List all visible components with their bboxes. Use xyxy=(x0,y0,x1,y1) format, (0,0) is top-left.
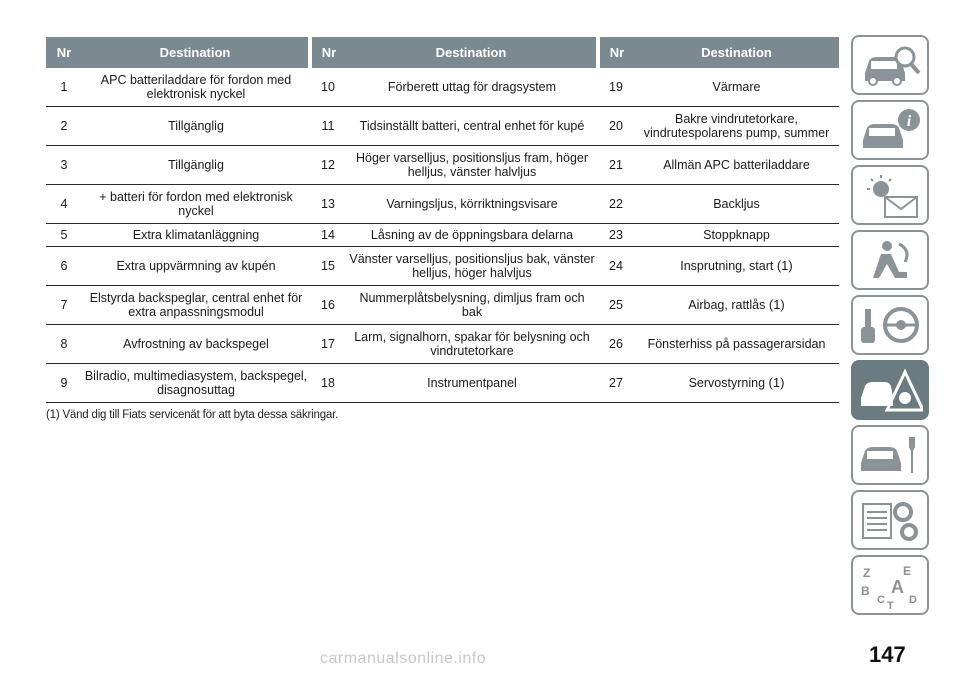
fuse-destination xyxy=(634,185,839,224)
fuse-destination: Elstyrda backspeglar, central enhet för extra anpassningsmodul xyxy=(82,286,310,325)
fuse-number: 11 xyxy=(310,107,346,146)
fuse-number: 10 xyxy=(310,68,346,107)
table-row xyxy=(46,146,839,185)
fuse-number: 24 xyxy=(598,247,634,286)
seat-airbag-icon xyxy=(859,238,923,284)
tab-alphabetical-index[interactable] xyxy=(851,555,929,615)
fuse-destination-text: Servostyrning xyxy=(688,376,766,390)
fuse-destination-text: Insprutning, start xyxy=(680,259,774,273)
fuse-number: 2 xyxy=(46,107,82,146)
fuse-number: 16 xyxy=(310,286,346,325)
header-destination-2: Destination xyxy=(346,37,598,68)
page-number: 147 xyxy=(869,642,906,667)
tab-car-info[interactable] xyxy=(851,100,929,160)
table-row xyxy=(46,286,839,325)
header-nr-2: Nr xyxy=(310,37,346,68)
fuse-number: 3 xyxy=(46,146,82,185)
table-row xyxy=(46,325,839,364)
fuse-number: 12 xyxy=(310,146,346,185)
fuse-destination: Bilradio, multimediasystem, backspegel, disagnosuttag xyxy=(82,364,310,403)
svg-text:T: T xyxy=(887,600,894,609)
chapter-sidebar xyxy=(851,35,931,620)
fuse-destination xyxy=(634,224,839,247)
fuse-destination xyxy=(634,286,839,325)
table-row xyxy=(46,185,839,224)
fuse-destination-text: Airbag, rattlås xyxy=(688,298,766,312)
table-row xyxy=(46,364,839,403)
fuse-destination: Instrumentpanel xyxy=(346,364,598,403)
fuse-destination: + batteri för fordon med elektronisk nyckel xyxy=(82,185,310,224)
fuse-destination xyxy=(634,364,839,403)
table-header-row xyxy=(46,37,839,68)
alphabetical-index-icon xyxy=(859,563,923,609)
svg-text:D: D xyxy=(909,594,917,606)
tab-technical-data[interactable] xyxy=(851,490,929,550)
fuse-destination-text: Stoppknapp xyxy=(703,228,770,242)
header-nr-3: Nr xyxy=(598,37,634,68)
fuse-number: 14 xyxy=(310,224,346,247)
fuse-destination-text: Backljus xyxy=(713,197,760,211)
header-destination-1: Destination xyxy=(82,37,310,68)
fuse-number: 20 xyxy=(598,107,634,146)
footnote-marker: (1) xyxy=(776,258,793,273)
table-row xyxy=(46,107,839,146)
svg-text:C: C xyxy=(877,594,885,606)
fuse-number: 17 xyxy=(310,325,346,364)
fuse-number: 4 xyxy=(46,185,82,224)
table-row xyxy=(46,224,839,247)
technical-data-gears-icon xyxy=(859,498,923,544)
fuse-number: 9 xyxy=(46,364,82,403)
fuse-destination: Extra uppvärmning av kupén xyxy=(82,247,310,286)
table-row xyxy=(46,247,839,286)
key-steering-wheel-icon xyxy=(859,303,923,349)
svg-text:A: A xyxy=(891,577,904,597)
svg-text:B: B xyxy=(861,584,870,598)
fuse-destination-text: Allmän APC batteriladdare xyxy=(663,158,810,172)
fuse-destination: Vänster varselljus, positionsljus bak, vänster helljus, höger halvljus xyxy=(346,247,598,286)
fuse-destination: Tillgänglig xyxy=(82,107,310,146)
fuse-destination-text: Värmare xyxy=(712,80,761,94)
fuse-number: 13 xyxy=(310,185,346,224)
watermark: carmanualsonline.info xyxy=(320,650,487,667)
table-row xyxy=(46,68,839,107)
fuse-number: 18 xyxy=(310,364,346,403)
header-nr-1: Nr xyxy=(46,37,82,68)
fuse-destination xyxy=(634,107,839,146)
fuse-number: 7 xyxy=(46,286,82,325)
tab-warning-lights[interactable] xyxy=(851,165,929,225)
tab-service[interactable] xyxy=(851,425,929,485)
fuse-destination: Nummerplåtsbelysning, dimljus fram och bak xyxy=(346,286,598,325)
fuse-number: 8 xyxy=(46,325,82,364)
fuse-number: 27 xyxy=(598,364,634,403)
fuse-number: 22 xyxy=(598,185,634,224)
fuse-number: 5 xyxy=(46,224,82,247)
fuse-destination: Avfrostning av backspegel xyxy=(82,325,310,364)
footnote: (1) Vänd dig till Fiats servicenät för att byta dessa säkringar. xyxy=(46,409,339,421)
fuse-table-container xyxy=(46,37,839,403)
fuse-destination xyxy=(634,68,839,107)
tab-key-steering[interactable] xyxy=(851,295,929,355)
fuse-number: 21 xyxy=(598,146,634,185)
car-info-icon xyxy=(859,108,923,154)
header-destination-3: Destination xyxy=(634,37,839,68)
fuse-destination: Varningsljus, körriktningsvisare xyxy=(346,185,598,224)
fuse-destination: Låsning av de öppningsbara delarna xyxy=(346,224,598,247)
fuse-number: 15 xyxy=(310,247,346,286)
fuse-destination xyxy=(634,146,839,185)
fuse-destination: Larm, signalhorn, spakar för belysning och vindrutetorkare xyxy=(346,325,598,364)
tab-seat-airbag[interactable] xyxy=(851,230,929,290)
car-crash-warning-icon xyxy=(859,368,923,414)
fuse-table xyxy=(46,37,839,403)
footnote-marker: (1) xyxy=(768,297,785,312)
car-search-icon xyxy=(859,43,923,89)
fuse-destination-text: Bakre vindrutetorkare, vindrutespolarens pump, summer xyxy=(643,112,830,140)
warning-light-message-icon xyxy=(859,173,923,219)
fuse-destination: Höger varselljus, positionsljus fram, höger helljus, vänster halvljus xyxy=(346,146,598,185)
fuse-destination: Tidsinställt batteri, central enhet för kupé xyxy=(346,107,598,146)
fuse-number: 1 xyxy=(46,68,82,107)
fuse-destination xyxy=(634,325,839,364)
fuse-destination: Extra klimatanläggning xyxy=(82,224,310,247)
svg-text:i: i xyxy=(906,113,912,130)
fuse-number: 26 xyxy=(598,325,634,364)
footnote-marker: (1) xyxy=(768,375,785,390)
fuse-number: 23 xyxy=(598,224,634,247)
fuse-destination-text: Fönsterhiss på passagerarsidan xyxy=(647,337,826,351)
svg-text:Z: Z xyxy=(863,566,871,580)
tab-car-search[interactable] xyxy=(851,35,929,95)
car-service-wrench-icon xyxy=(859,433,923,479)
svg-text:E: E xyxy=(903,564,912,578)
tab-emergency[interactable] xyxy=(851,360,929,420)
fuse-destination xyxy=(634,247,839,286)
fuse-number: 19 xyxy=(598,68,634,107)
fuse-destination: APC batteriladdare för fordon med elektronisk nyckel xyxy=(82,68,310,107)
fuse-number: 25 xyxy=(598,286,634,325)
fuse-number: 6 xyxy=(46,247,82,286)
fuse-destination: Tillgänglig xyxy=(82,146,310,185)
fuse-destination: Förberett uttag för dragsystem xyxy=(346,68,598,107)
